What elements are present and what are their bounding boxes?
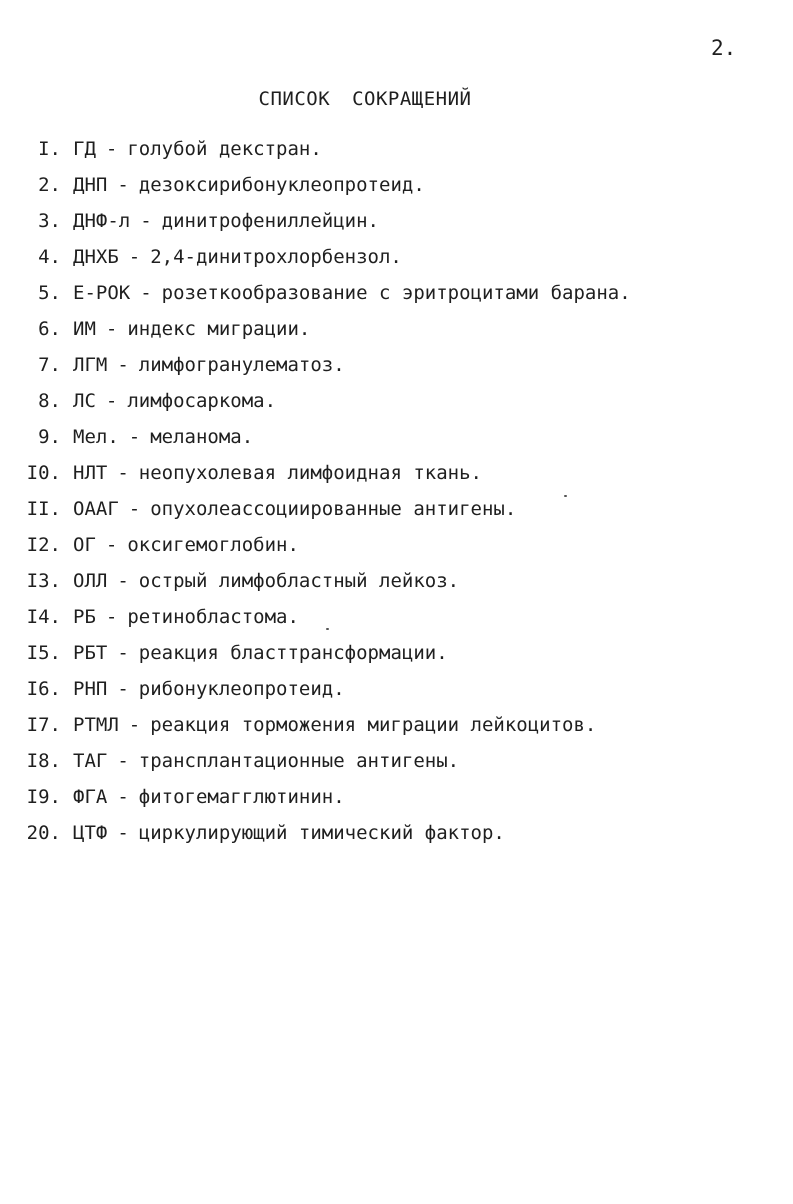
entry-description: реакция торможения миграции лейкоцитов. [150,714,597,736]
list-item [0,390,720,426]
entry-description: циркулирующий тимический фактор. [138,822,505,844]
entry-description: розеткообразование с эритроцитами барана. [161,282,631,304]
page-number: 2. [711,36,737,60]
entry-abbreviation: ФГА [73,786,108,808]
entry-dash: - [105,606,118,628]
entry-number: I6. [26,678,61,700]
entry-abbreviation: РНП [73,678,108,700]
entry-dash: - [105,390,118,412]
list-item [0,318,720,354]
entry-dash: - [117,354,129,376]
entry-abbreviation: ОЛЛ [73,570,108,592]
entry-abbreviation: НЛТ [73,462,108,484]
entry-dash: - [105,138,118,160]
entry-description: трансплантационные антигены. [138,750,460,772]
list-item [0,570,720,606]
entry-abbreviation: ОААГ [73,498,119,520]
entry-description: индекс миграции. [127,318,311,340]
entry-description: 2,4-динитрохлорбензол. [150,246,402,268]
list-item [0,606,720,642]
list-item [0,642,720,678]
entry-description: опухолеассоциированные антигены. [150,498,517,520]
list-item [0,174,720,210]
list-item [0,354,720,390]
entry-abbreviation: РБТ [73,642,108,664]
entry-description: дезоксирибонуклеопротеид. [138,174,425,196]
entry-abbreviation: ДНП [73,174,108,196]
list-item [0,750,720,786]
entry-number: I9. [26,786,61,808]
entry-number: I3. [26,570,61,592]
entry-description: лимфогранулематоз. [138,354,345,376]
entry-description: фитогемагглютинин. [138,786,345,808]
entry-number: 4. [38,246,61,268]
entry-number: I5. [26,642,61,664]
entry-abbreviation: ТАГ [73,750,108,772]
abbreviation-list [0,138,720,858]
list-item [0,210,720,246]
entry-description: рибонуклеопротеид. [138,678,345,700]
scan-speck [326,628,329,630]
entry-abbreviation: ЛС [73,390,96,412]
entry-dash: - [105,534,118,556]
entry-description: неопухолевая лимфоидная ткань. [138,462,482,484]
list-item [0,498,720,534]
entry-number: 8. [38,390,61,412]
entry-description: лимфосаркома. [127,390,277,412]
entry-abbreviation: ИМ [73,318,96,340]
entry-abbreviation: ГД [73,138,96,160]
list-item [0,426,720,462]
entry-abbreviation: ОГ [73,534,96,556]
entry-number: I0. [26,462,61,484]
entry-dash: - [117,642,129,664]
entry-description: меланома. [150,426,254,448]
entry-number: I7. [26,714,61,736]
entry-dash: - [117,570,129,592]
entry-abbreviation: РБ [73,606,96,628]
entry-dash: - [128,714,141,736]
entry-dash: - [128,246,141,268]
entry-number: I. [38,138,61,160]
entry-description: голубой декстран. [127,138,322,160]
entry-number: 20. [26,822,61,844]
entry-dash: - [128,426,141,448]
entry-number: 7. [38,354,61,376]
entry-description: острый лимфобластный лейкоз. [138,570,460,592]
entry-abbreviation: Е-РОК [73,282,131,304]
entry-abbreviation: ДНФ-л [73,210,131,232]
entry-number: I4. [26,606,61,628]
entry-number: I8. [26,750,61,772]
list-item [0,786,720,822]
entry-dash: - [117,822,129,844]
entry-abbreviation: Мел. [73,426,119,448]
entry-description: оксигемоглобин. [127,534,299,556]
entry-dash: - [117,174,129,196]
entry-dash: - [117,462,129,484]
entry-dash: - [105,318,118,340]
entry-number: 6. [38,318,61,340]
entry-abbreviation: ДНХБ [73,246,119,268]
list-item [0,822,720,858]
page-title: СПИСОК СОКРАЩЕНИЙ [258,88,472,110]
entry-number: 3. [38,210,61,232]
entry-dash: - [117,678,129,700]
list-item [0,282,720,318]
entry-dash: - [117,786,129,808]
entry-description: динитрофениллейцин. [161,210,379,232]
entry-abbreviation: ЛГМ [73,354,108,376]
entry-number: II. [26,498,61,520]
entry-dash: - [128,498,141,520]
entry-number: 5. [38,282,61,304]
scan-speck [564,495,567,497]
entry-dash: - [140,282,152,304]
list-item [0,714,720,750]
list-item [0,462,720,498]
list-item [0,246,720,282]
list-item [0,534,720,570]
entry-dash: - [117,750,129,772]
entry-dash: - [140,210,152,232]
entry-description: ретинобластома. [127,606,299,628]
entry-number: 2. [38,174,61,196]
list-item [0,678,720,714]
entry-abbreviation: РТМЛ [73,714,119,736]
entry-abbreviation: ЦТФ [73,822,108,844]
list-item [0,138,720,174]
entry-number: I2. [26,534,61,556]
entry-number: 9. [38,426,61,448]
entry-description: реакция бласттрансформации. [138,642,448,664]
